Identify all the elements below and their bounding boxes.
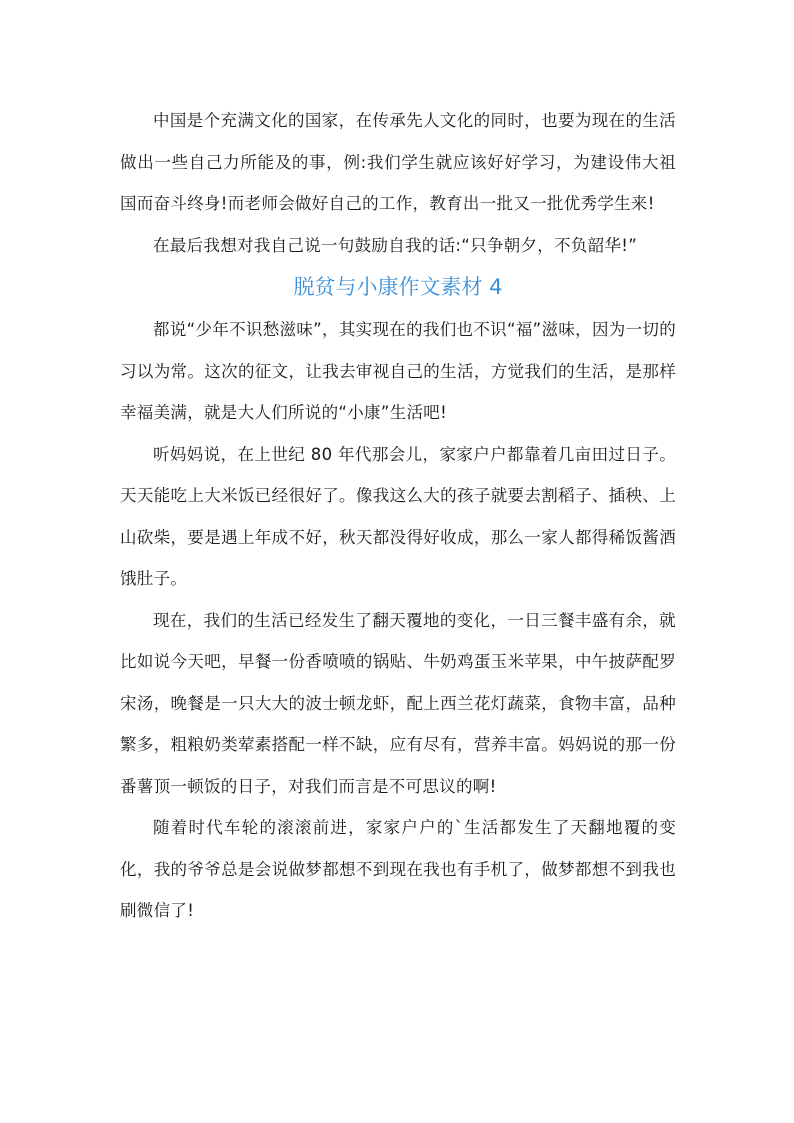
body-paragraph: 听妈妈说，在上世纪 80 年代那会儿，家家户户都靠着几亩田过日子。天天能吃上大米饭已经很好了。像我这么大的孩子就要去割稻子、插秧、上山砍柴，要是遇上年成不好，秋天都没得好收成，那么一家人都得稀饭酱酒饿肚子。 xyxy=(120,444,676,588)
body-paragraph: 在最后我想对我自己说一句鼓励自我的话:“只争朝夕，不负韶华!” xyxy=(153,235,638,255)
body-paragraph: 现在，我们的生活已经发生了翻天覆地的变化，一日三餐丰盛有余，就比如说今天吧，早餐一份香喷喷的锅贴、牛奶鸡蛋玉米苹果，中午披萨配罗宋汤，晚餐是一只大大的波士顿龙虾，配上西兰花灯蔬菜，食物丰富，品种繁多，粗粮奶类荤素搭配一样不缺，应有尽有，营养丰富。妈妈说的那一份番薯顶一顿饭的日子，对我们而言是不可思议的啊! xyxy=(120,610,676,796)
document-page xyxy=(120,100,676,932)
body-paragraph: 都说“少年不识愁滋味”，其实现在的我们也不识“福”滋味，因为一切的习以为常。这次的征文，让我去审视自己的生活，方觉我们的生活，是那样幸福美满，就是大人们所说的“小康”生活吧! xyxy=(120,320,676,422)
body-paragraph: 随着时代车轮的滚滚前进，家家户户的`生活都发生了天翻地覆的变化，我的爷爷总是会说做梦都想不到现在我也有手机了，做梦都想不到我也刷微信了! xyxy=(120,818,676,920)
section-title: 脱贫与小康作文素材 4 xyxy=(293,275,503,299)
body-paragraph: 中国是个充满文化的国家，在传承先人文化的同时，也要为现在的生活做出一些自己力所能及的事，例:我们学生就应该好好学习，为建设伟大祖国而奋斗终身!而老师会做好自己的工作，教育出一批又一批优秀学生来! xyxy=(120,111,676,213)
